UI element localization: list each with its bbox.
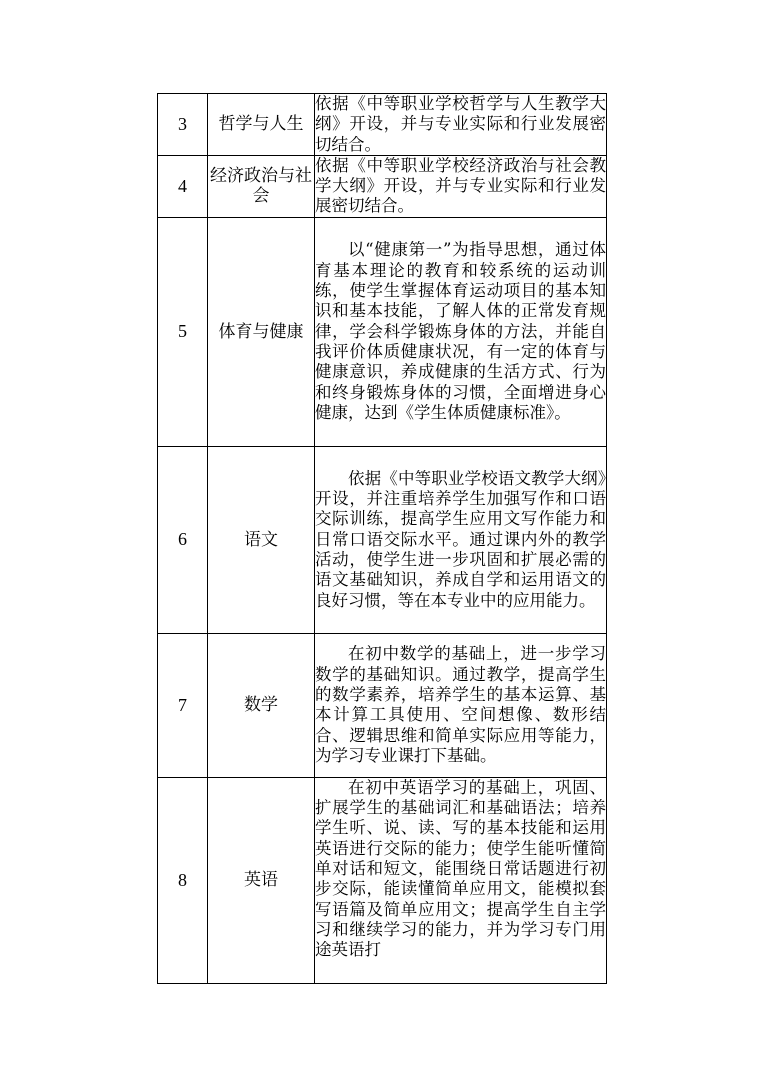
- course-number: 7: [158, 633, 208, 777]
- table-row: [158, 217, 607, 446]
- course-name: 哲学与人生: [208, 94, 315, 156]
- course-number: 4: [158, 155, 208, 217]
- course-name: 经济政治与社会: [208, 155, 315, 217]
- course-description: 以“健康第一”为指导思想，通过体育基本理论的教育和较系统的运动训练，使学生掌握体育运动项目的基本知识和基本技能，了解人体的正常发育规律，学会科学锻炼身体的方法，并能自我评价体质健康状况，有一定的体育与健康意识，养成健康的生活方式、行为和终身锻炼身体的习惯，全面增进身心健康，达到《学生体质健康标准》。: [315, 217, 607, 446]
- table-row: [158, 777, 607, 983]
- course-name: 数学: [208, 633, 315, 777]
- course-description: 在初中英语学习的基础上，巩固、扩展学生的基础词汇和基础语法；培养学生听、说、读、写的基本技能和运用英语进行交际的能力；使学生能听懂简单对话和短文，能围绕日常话题进行初步交际，能读懂简单应用文，能模拟套写语篇及简单应用文；提高学生自主学习和继续学习的能力，并为学习专门用途英语打: [315, 777, 607, 983]
- table-row: [158, 633, 607, 777]
- course-number: 3: [158, 94, 208, 156]
- course-description: 依据《中等职业学校经济政治与社会教学大纲》开设，并与专业实际和行业发展密切结合。: [315, 155, 606, 216]
- course-table: [157, 93, 607, 984]
- course-description: 依据《中等职业学校语文教学大纲》开设，并注重培养学生加强写作和口语交际训练，提高学生应用文写作能力和日常口语交际水平。通过课内外的教学活动，使学生进一步巩固和扩展必需的语文基础知识，养成自学和运用语文的良好习惯，等在本专业中的应用能力。: [315, 446, 607, 633]
- table-row: [158, 446, 607, 633]
- course-number: 6: [158, 446, 208, 633]
- course-description: 依据《中等职业学校哲学与人生教学大纲》开设，并与专业实际和行业发展密切结合。: [315, 94, 606, 154]
- course-name: 体育与健康: [208, 217, 315, 446]
- course-description: 在初中数学的基础上，进一步学习数学的基础知识。通过教学，提高学生的数学素养，培养学生的基本运算、基本计算工具使用、空间想像、数形结合、逻辑思维和简单实际应用等能力，为学习专业课打下基础。: [315, 633, 607, 777]
- table-row: [158, 155, 607, 217]
- course-number: 8: [158, 777, 208, 983]
- course-name: 语文: [208, 446, 315, 633]
- table-row: [158, 94, 607, 156]
- course-name: 英语: [208, 777, 315, 983]
- course-number: 5: [158, 217, 208, 446]
